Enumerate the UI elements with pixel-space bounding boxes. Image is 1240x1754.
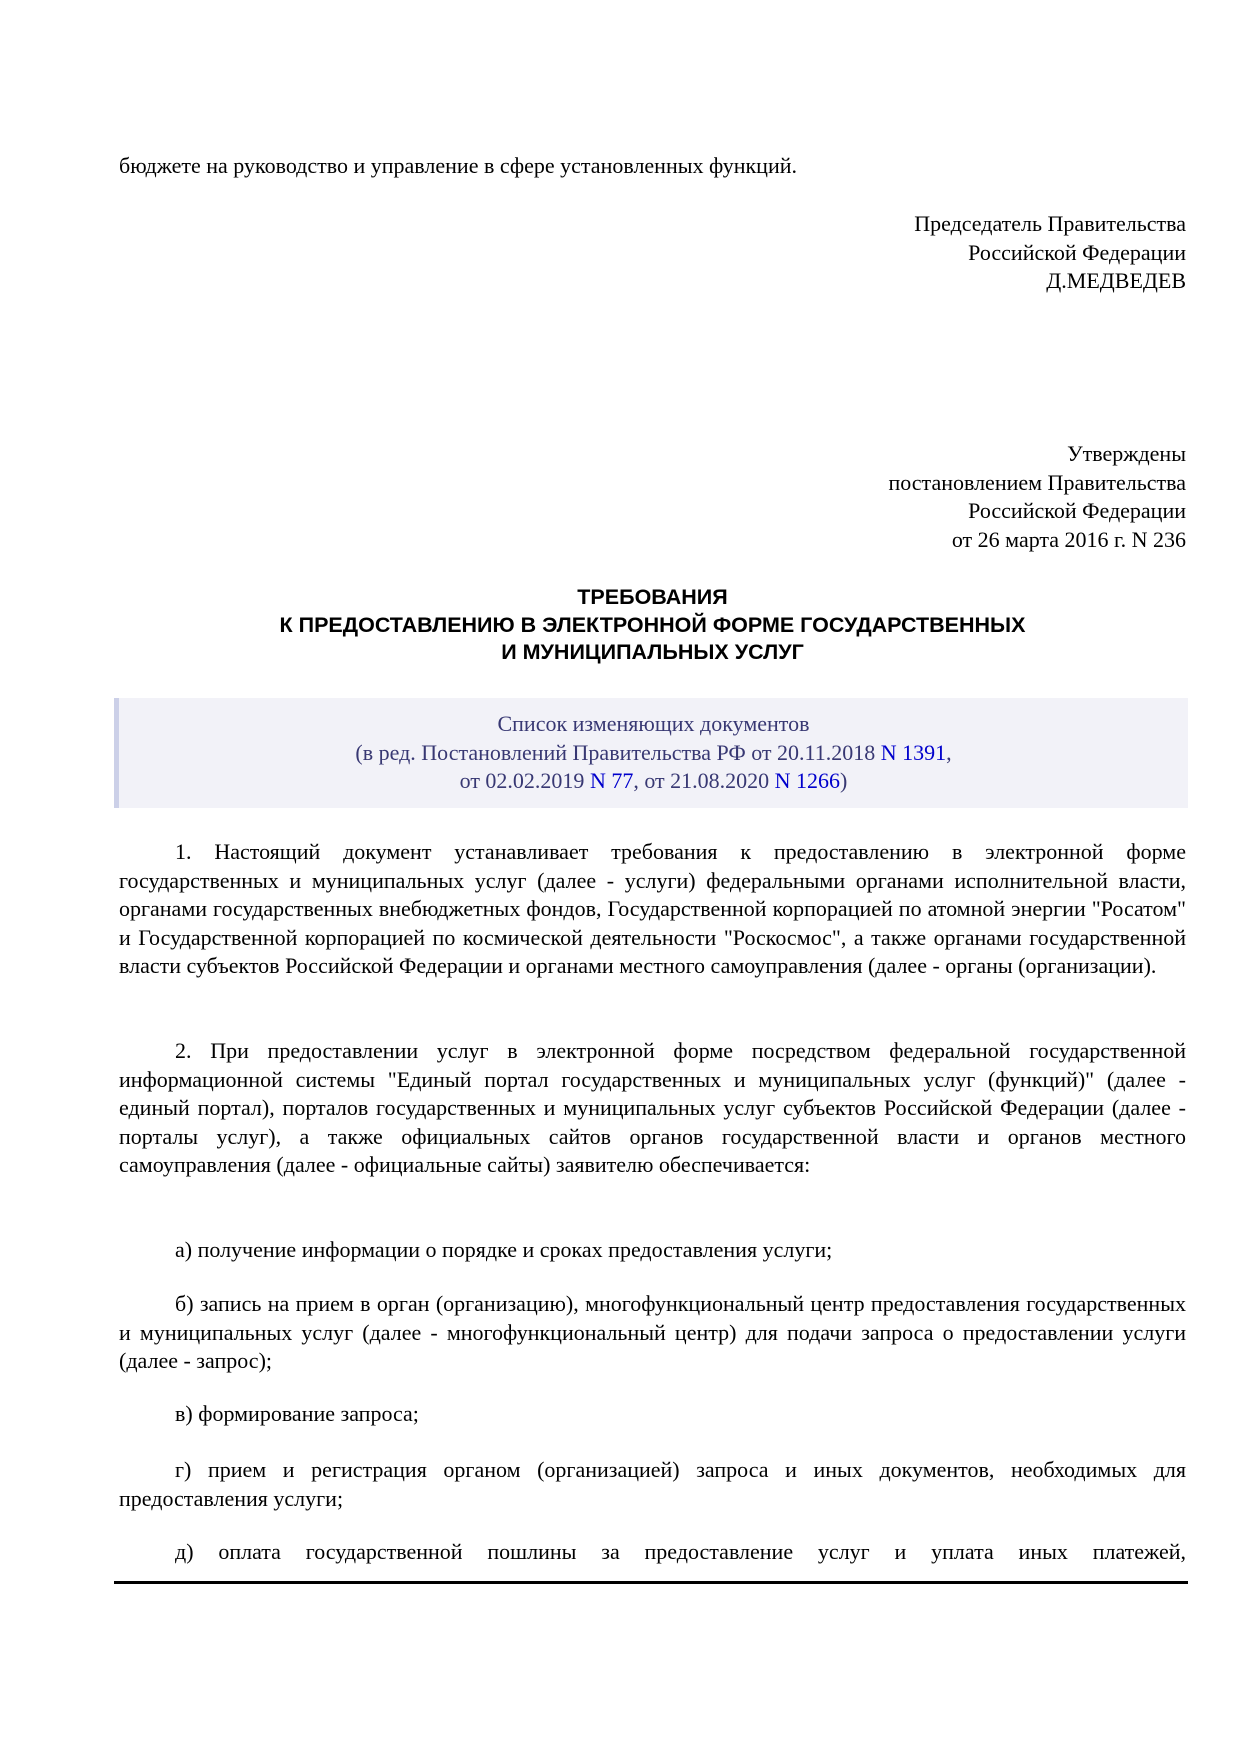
continuation-line: бюджете на руководство и управление в сфере установленных функций. bbox=[119, 153, 798, 178]
amendments-text: , bbox=[946, 739, 952, 765]
title-line: ТРЕБОВАНИЯ bbox=[577, 585, 728, 609]
amendments-heading: Список изменяющих документов bbox=[497, 711, 810, 736]
paragraph-2: 2. При предоставлении услуг в электронной форме посредством федеральной государственной информационной системы "Единый портал государственных и муниципальных услуг (функций)" (далее - единый портал), порталов государственных и муниципальных услуг субъектов Российской Федерации (далее - порталы услуг), а также официальных сайтов органов государственной власти и органов местного самоуправления (далее - официальные сайты) заявителю обеспечивается: bbox=[119, 1038, 1186, 1178]
title-line: И МУНИЦИПАЛЬНЫХ УСЛУГ bbox=[501, 640, 804, 664]
document-title bbox=[119, 584, 1186, 667]
amendment-link-77[interactable]: N 77 bbox=[589, 768, 634, 794]
signature-country: Российской Федерации bbox=[968, 239, 1186, 265]
amendments-text: (в ред. Постановлений Правительства РФ от 20.11.2018 bbox=[355, 739, 881, 765]
item-v: в) формирование запроса; bbox=[175, 1401, 419, 1426]
item-b: б) запись на прием в орган (организацию), многофункциональный центр предоставления государственных и муниципальных услуг (далее - многофункциональный центр) для подачи запроса о предоставлении услуги (далее - запрос); bbox=[119, 1291, 1186, 1374]
amendments-text: , от 21.08.2020 bbox=[633, 768, 775, 794]
page-bottom-rule bbox=[114, 1581, 1188, 1584]
paragraph-1: 1. Настоящий документ устанавливает требования к предоставлению в электронной форме государственных и муниципальных услуг (далее - услуги) федеральными органами исполнительной власти, органами государственных внебюджетных фондов, Государственной корпорацией по атомной энергии "Росатом" и Государственной корпорацией по космической деятельности "Роскосмос", а также органами государственной власти субъектов Российской Федерации и органами местного самоуправления (далее - органы (организации). bbox=[119, 839, 1186, 979]
item-d: д) оплата государственной пошлины за предоставление услуг и уплата иных платежей, bbox=[175, 1539, 1186, 1564]
signature-title: Председатель Правительства bbox=[914, 211, 1186, 236]
title-line: К ПРЕДОСТАВЛЕНИЮ В ЭЛЕКТРОННОЙ ФОРМЕ ГОСУДАРСТВЕННЫХ bbox=[279, 612, 1026, 637]
signature-block bbox=[119, 210, 1186, 296]
amendments-text: от 02.02.2019 bbox=[459, 768, 590, 794]
amendments-text: ) bbox=[840, 768, 848, 794]
amendment-link-1391[interactable]: N 1391 bbox=[880, 739, 947, 765]
approval-line: Российской Федерации bbox=[968, 498, 1186, 524]
signature-name: Д.МЕДВЕДЕВ bbox=[1046, 268, 1186, 294]
amendments-box bbox=[114, 698, 1188, 808]
amendments-line bbox=[119, 739, 1188, 768]
approval-line: от 26 марта 2016 г. N 236 bbox=[951, 526, 1186, 552]
item-g: г) прием и регистрация органом (организацией) запроса и иных документов, необходимых для предоставления услуги; bbox=[119, 1457, 1186, 1511]
approval-block bbox=[119, 440, 1186, 554]
approval-line: Утверждены bbox=[1067, 441, 1186, 466]
amendments-line bbox=[119, 767, 1188, 796]
item-a: а) получение информации о порядке и сроках предоставления услуги; bbox=[175, 1237, 833, 1262]
amendment-link-1266[interactable]: N 1266 bbox=[774, 768, 841, 794]
approval-line: постановлением Правительства bbox=[888, 469, 1186, 495]
